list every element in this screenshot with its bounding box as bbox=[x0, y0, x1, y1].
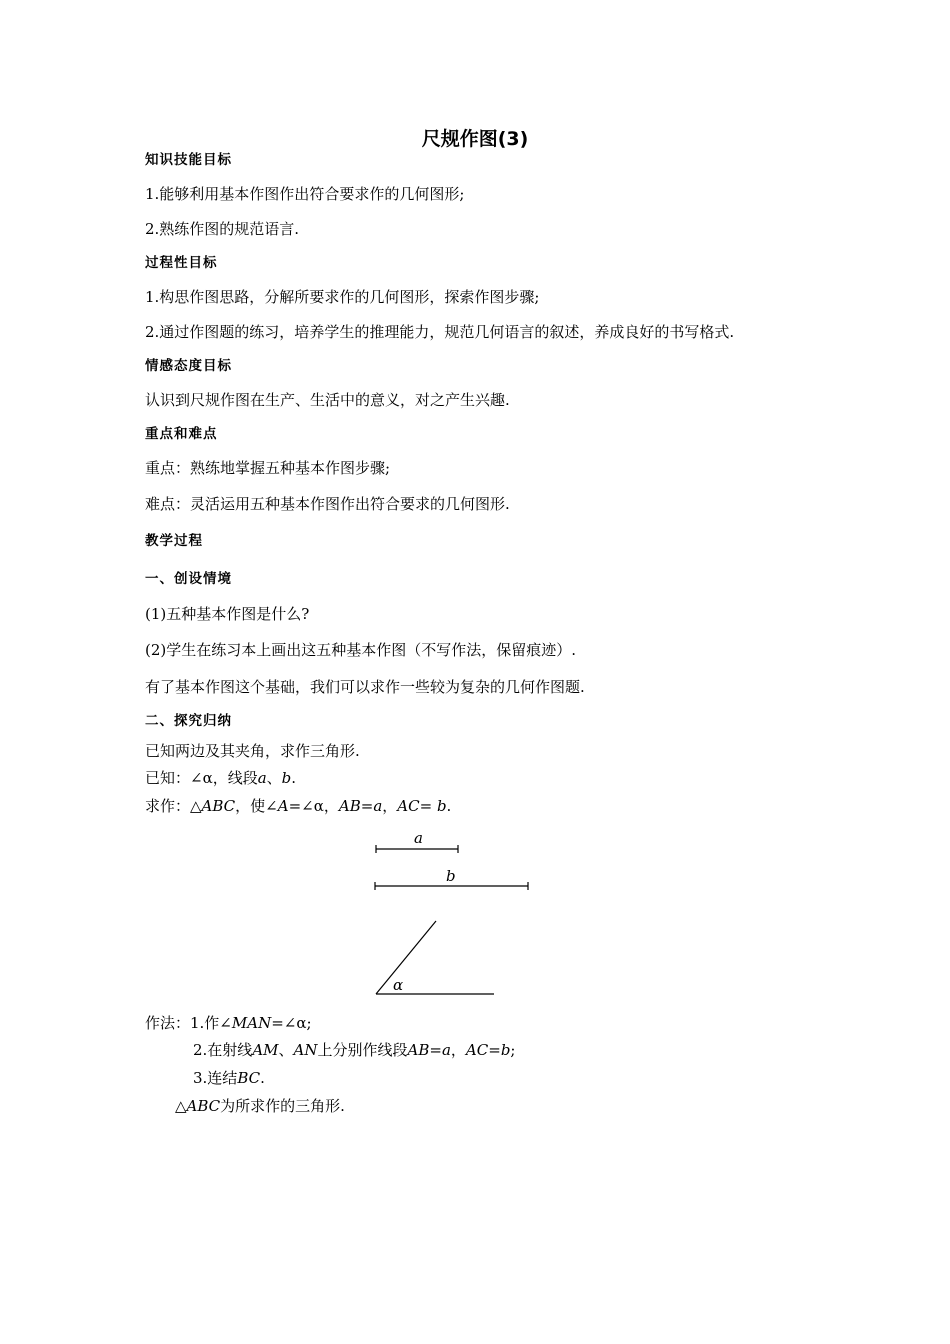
paragraph: 难点：灵活运用五种基本作图作出符合要求的几何图形. bbox=[145, 495, 510, 513]
page-title: 尺规作图(3) bbox=[421, 128, 529, 150]
given-line: 已知：∠α，线段a、b. bbox=[145, 769, 297, 787]
method-step-2: 2.在射线AM、AN上分别作线段AB=a，AC=b; bbox=[193, 1041, 516, 1059]
paragraph: 1.构思作图思路，分解所要求作的几何图形，探索作图步骤; bbox=[145, 288, 540, 306]
section-heading-process: 过程性目标 bbox=[145, 255, 218, 271]
construct-line: 求作：△ABC，使∠A=∠α，AB=a，AC= b. bbox=[145, 797, 452, 815]
method-step-3: 3.连结BC. bbox=[193, 1069, 265, 1087]
paragraph: 有了基本作图这个基础，我们可以求作一些较为复杂的几何作图题. bbox=[145, 678, 585, 696]
angle-alpha-label: α bbox=[393, 976, 404, 994]
section-heading-attitude: 情感态度目标 bbox=[145, 358, 232, 374]
paragraph: 认识到尺规作图在生产、生活中的意义，对之产生兴趣. bbox=[145, 391, 510, 409]
method-step-1: 作法：1.作∠MAN=∠α; bbox=[145, 1014, 312, 1032]
section-heading-teaching: 教学过程 bbox=[145, 533, 203, 549]
paragraph: (2)学生在练习本上画出这五种基本作图（不写作法，保留痕迹）. bbox=[145, 641, 577, 659]
paragraph: 1.能够利用基本作图作出符合要求作的几何图形; bbox=[145, 185, 465, 203]
paragraph: 重点：熟练地掌握五种基本作图步骤; bbox=[145, 459, 391, 477]
section-heading-explore: 二、探究归纳 bbox=[145, 713, 232, 729]
paragraph: 2.通过作图题的练习，培养学生的推理能力，规范几何语言的叙述，养成良好的书写格式. bbox=[145, 323, 735, 341]
method-conclusion: △ABC为所求作的三角形. bbox=[175, 1097, 345, 1115]
section-heading-key-points: 重点和难点 bbox=[145, 426, 218, 442]
paragraph: 已知两边及其夹角，求作三角形. bbox=[145, 742, 360, 760]
paragraph: (1)五种基本作图是什么? bbox=[145, 605, 310, 623]
section-heading-scenario: 一、创设情境 bbox=[145, 571, 232, 587]
paragraph: 2.熟练作图的规范语言. bbox=[145, 220, 300, 238]
section-heading-knowledge: 知识技能目标 bbox=[145, 152, 232, 168]
segment-a-label: a bbox=[414, 829, 423, 847]
segment-b-label: b bbox=[446, 867, 456, 885]
